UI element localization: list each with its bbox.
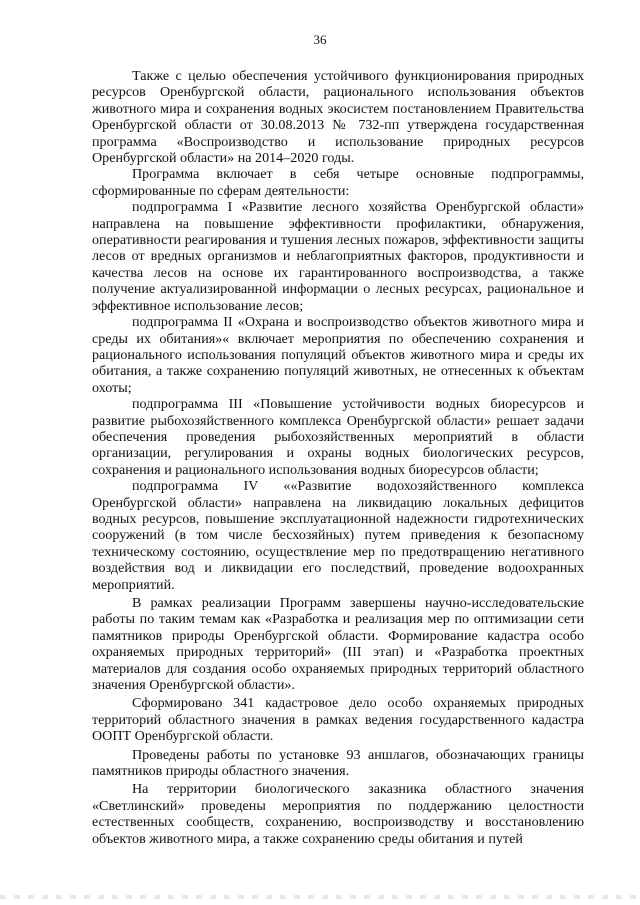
paragraph-program-intro: Также с целью обеспечения устойчивого функционирования природных ресурсов Оренбургской области, рационального использования объектов животного мира и сохранения водных экосистем постановлением Правительства Оренбургской области от 30.08.2013 № 732-пп утверждена государственная программа «Воспроизводство и использование природных ресурсов Оренбургской области» на 2014–2020 годы. — [92, 68, 584, 167]
paragraph-svetlinsky-reserve: На территории биологического заказника областного значения «Светлинский» проведены мероприятия по поддержанию целостности естественных сообществ, сохранению, воспроизводству и восстановлению объектов животного мира, а также сохранению среды обитания и путей — [92, 781, 584, 847]
page-number: 36 — [313, 32, 327, 47]
scan-bottom-edge — [0, 895, 640, 899]
paragraph-subprogram-4: подпрограмма IV ««Развитие водохозяйственного комплекса Оренбургской области» направлена на ликвидацию локальных дефицитов водных ресурсов, повышение эксплуатационной надежности гидротехнических сооружений (в том числе бесхозяйных) путем приведения к безопасному техническому состоянию, осуществление мер по предотвращению негативного воздействия вод и ликвидации его последствий, проведение водоохранных мероприятий. — [92, 478, 584, 593]
paragraph-subprogram-2: подпрограмма II «Охрана и воспроизводство объектов животного мира и среды их обитания»« включает мероприятия по обеспечению сохранения и рационального использования популяций объектов животного мира и среды их обитания, а также сохранению популяций животных, не отнесенных к объектам охоты; — [92, 314, 584, 396]
paragraph-subprogram-1: подпрограмма I «Развитие лесного хозяйства Оренбургской области» направлена на повышение эффективности профилактики, обнаружения, оперативности реагирования и тушения лесных пожаров, эффективности защиты лесов от вредных организмов и неблагоприятных факторов, продуктивности и качества лесов на основе их гарантированного воспроизводства, а также получение актуализированной информации о лесных ресурсах, рациональное и эффективное использование лесов; — [92, 199, 584, 314]
paragraph-program-structure: Программа включает в себя четыре основные подпрограммы, сформированные по сферам деятельности: — [92, 166, 584, 199]
paragraph-signs: Проведены работы по установке 93 аншлагов, обозначающих границы памятников природы областного значения. — [92, 746, 584, 780]
document-body — [92, 68, 584, 847]
paragraph-cadastre: Сформировано 341 кадастровое дело особо охраняемых природных территорий областного значения в рамках ведения государственного кадастра ООПТ Оренбургской области. — [92, 695, 584, 745]
paragraph-subprogram-3: подпрограмма III «Повышение устойчивости водных биоресурсов и развитие рыбохозяйственного комплекса Оренбургской области» решает задачи обеспечения проведения рыбохозяйственных мероприятий в области организации, регулирования и охраны водных биологических ресурсов, сохранения и рационального использования водных биоресурсов области; — [92, 396, 584, 478]
paragraph-research-works: В рамках реализации Программ завершены научно-исследовательские работы по таким темам как «Разработка и реализация мер по оптимизации сети памятников природы Оренбургской области. Формирование кадастра особо охраняемых природных территорий» (III этап) и «Разработка проектных материалов для создания особо охраняемых природных территорий областного значения Оренбургской области». — [92, 595, 584, 694]
